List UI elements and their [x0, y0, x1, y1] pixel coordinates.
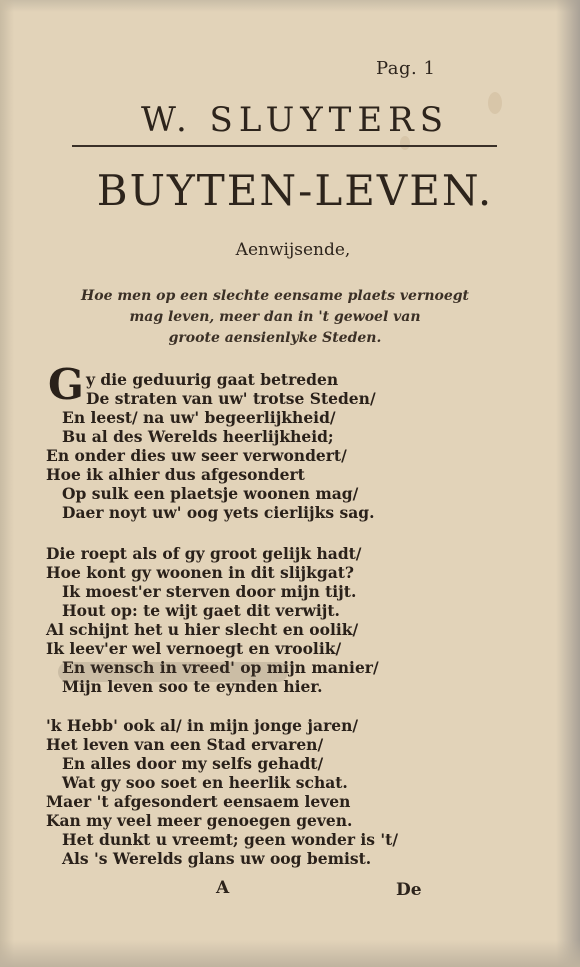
- poem-line: Kan my veel meer genoegen geven.: [46, 811, 353, 830]
- description-line: groote aensienlyke Steden.: [168, 330, 382, 346]
- poem-line: Als 's Werelds glans uw oog bemist.: [62, 849, 372, 868]
- poem-line: Het dunkt u vreemt; geen wonder is 't/: [62, 830, 398, 849]
- page-title: BUYTEN-LEVEN.: [96, 166, 494, 215]
- poem-line: En alles door my selfs gehadt/: [62, 754, 324, 773]
- poem-line: En wensch in vreed' op mijn manier/: [62, 658, 379, 677]
- subtitle: Aenwijsende,: [235, 240, 351, 260]
- page-binding-shadow: [0, 0, 14, 967]
- poem-line: Hoe ik alhier dus afgesondert: [46, 465, 305, 484]
- poem-line: En onder dies uw seer verwondert/: [46, 446, 347, 465]
- poem-line: Maer 't afgesondert eensaem leven: [46, 792, 351, 811]
- poem-line: Ik leev'er wel vernoegt en vroolik/: [46, 639, 342, 658]
- poem-line: De straten van uw' trotse Steden/: [86, 389, 376, 408]
- poem-line: En leest/ na uw' begeerlijkheid/: [62, 408, 336, 427]
- poem-line: Hoe kont gy woonen in dit slijkgat?: [46, 563, 355, 582]
- poem-line: Al schijnt het u hier slecht en oolik/: [46, 620, 359, 639]
- drop-cap: G: [48, 360, 84, 409]
- signature-mark: A: [216, 878, 230, 898]
- poem-line: Daer noyt uw' oog yets cierlijks sag.: [62, 503, 375, 522]
- description-line: mag leven, meer dan in 't gewoel van: [129, 309, 421, 325]
- poem-line: Het leven van een Stad ervaren/: [46, 735, 324, 754]
- author-heading: W. SLUYTERS: [140, 100, 450, 140]
- catchword: De: [396, 880, 422, 900]
- poem-stanza-3: [46, 716, 416, 868]
- poem-line: Op sulk een plaetsje woonen mag/: [62, 484, 359, 503]
- page-top-shadow: [0, 0, 580, 12]
- poem-line: Mijn leven soo te eynden hier.: [62, 677, 323, 696]
- poem-line: Ik moest'er sterven door mijn tijt.: [62, 582, 357, 601]
- poem-line: Bu al des Werelds heerlijkheid;: [62, 427, 334, 446]
- poem-line: 'k Hebb' ook al/ in mijn jonge jaren/: [46, 716, 359, 735]
- ink-smudge: [58, 662, 288, 682]
- poem-line: Hout op: te wijt gaet dit verwijt.: [62, 601, 340, 620]
- title-divider: [72, 145, 497, 147]
- page-bottom-shadow: [0, 940, 580, 967]
- page-number: Pag. 1: [376, 58, 436, 79]
- poem-line: Die roept als of gy groot gelijk hadt/: [46, 544, 362, 563]
- page-edge-shadow: [556, 0, 580, 967]
- description-block: [60, 286, 490, 349]
- description-line: Hoe men op een slechte eensame plaets vernoegt: [81, 288, 469, 304]
- poem-line: y die geduurig gaat betreden: [86, 370, 339, 389]
- poem-stanza-1: [46, 370, 416, 522]
- poem-line: Wat gy soo soet en heerlik schat.: [62, 773, 348, 792]
